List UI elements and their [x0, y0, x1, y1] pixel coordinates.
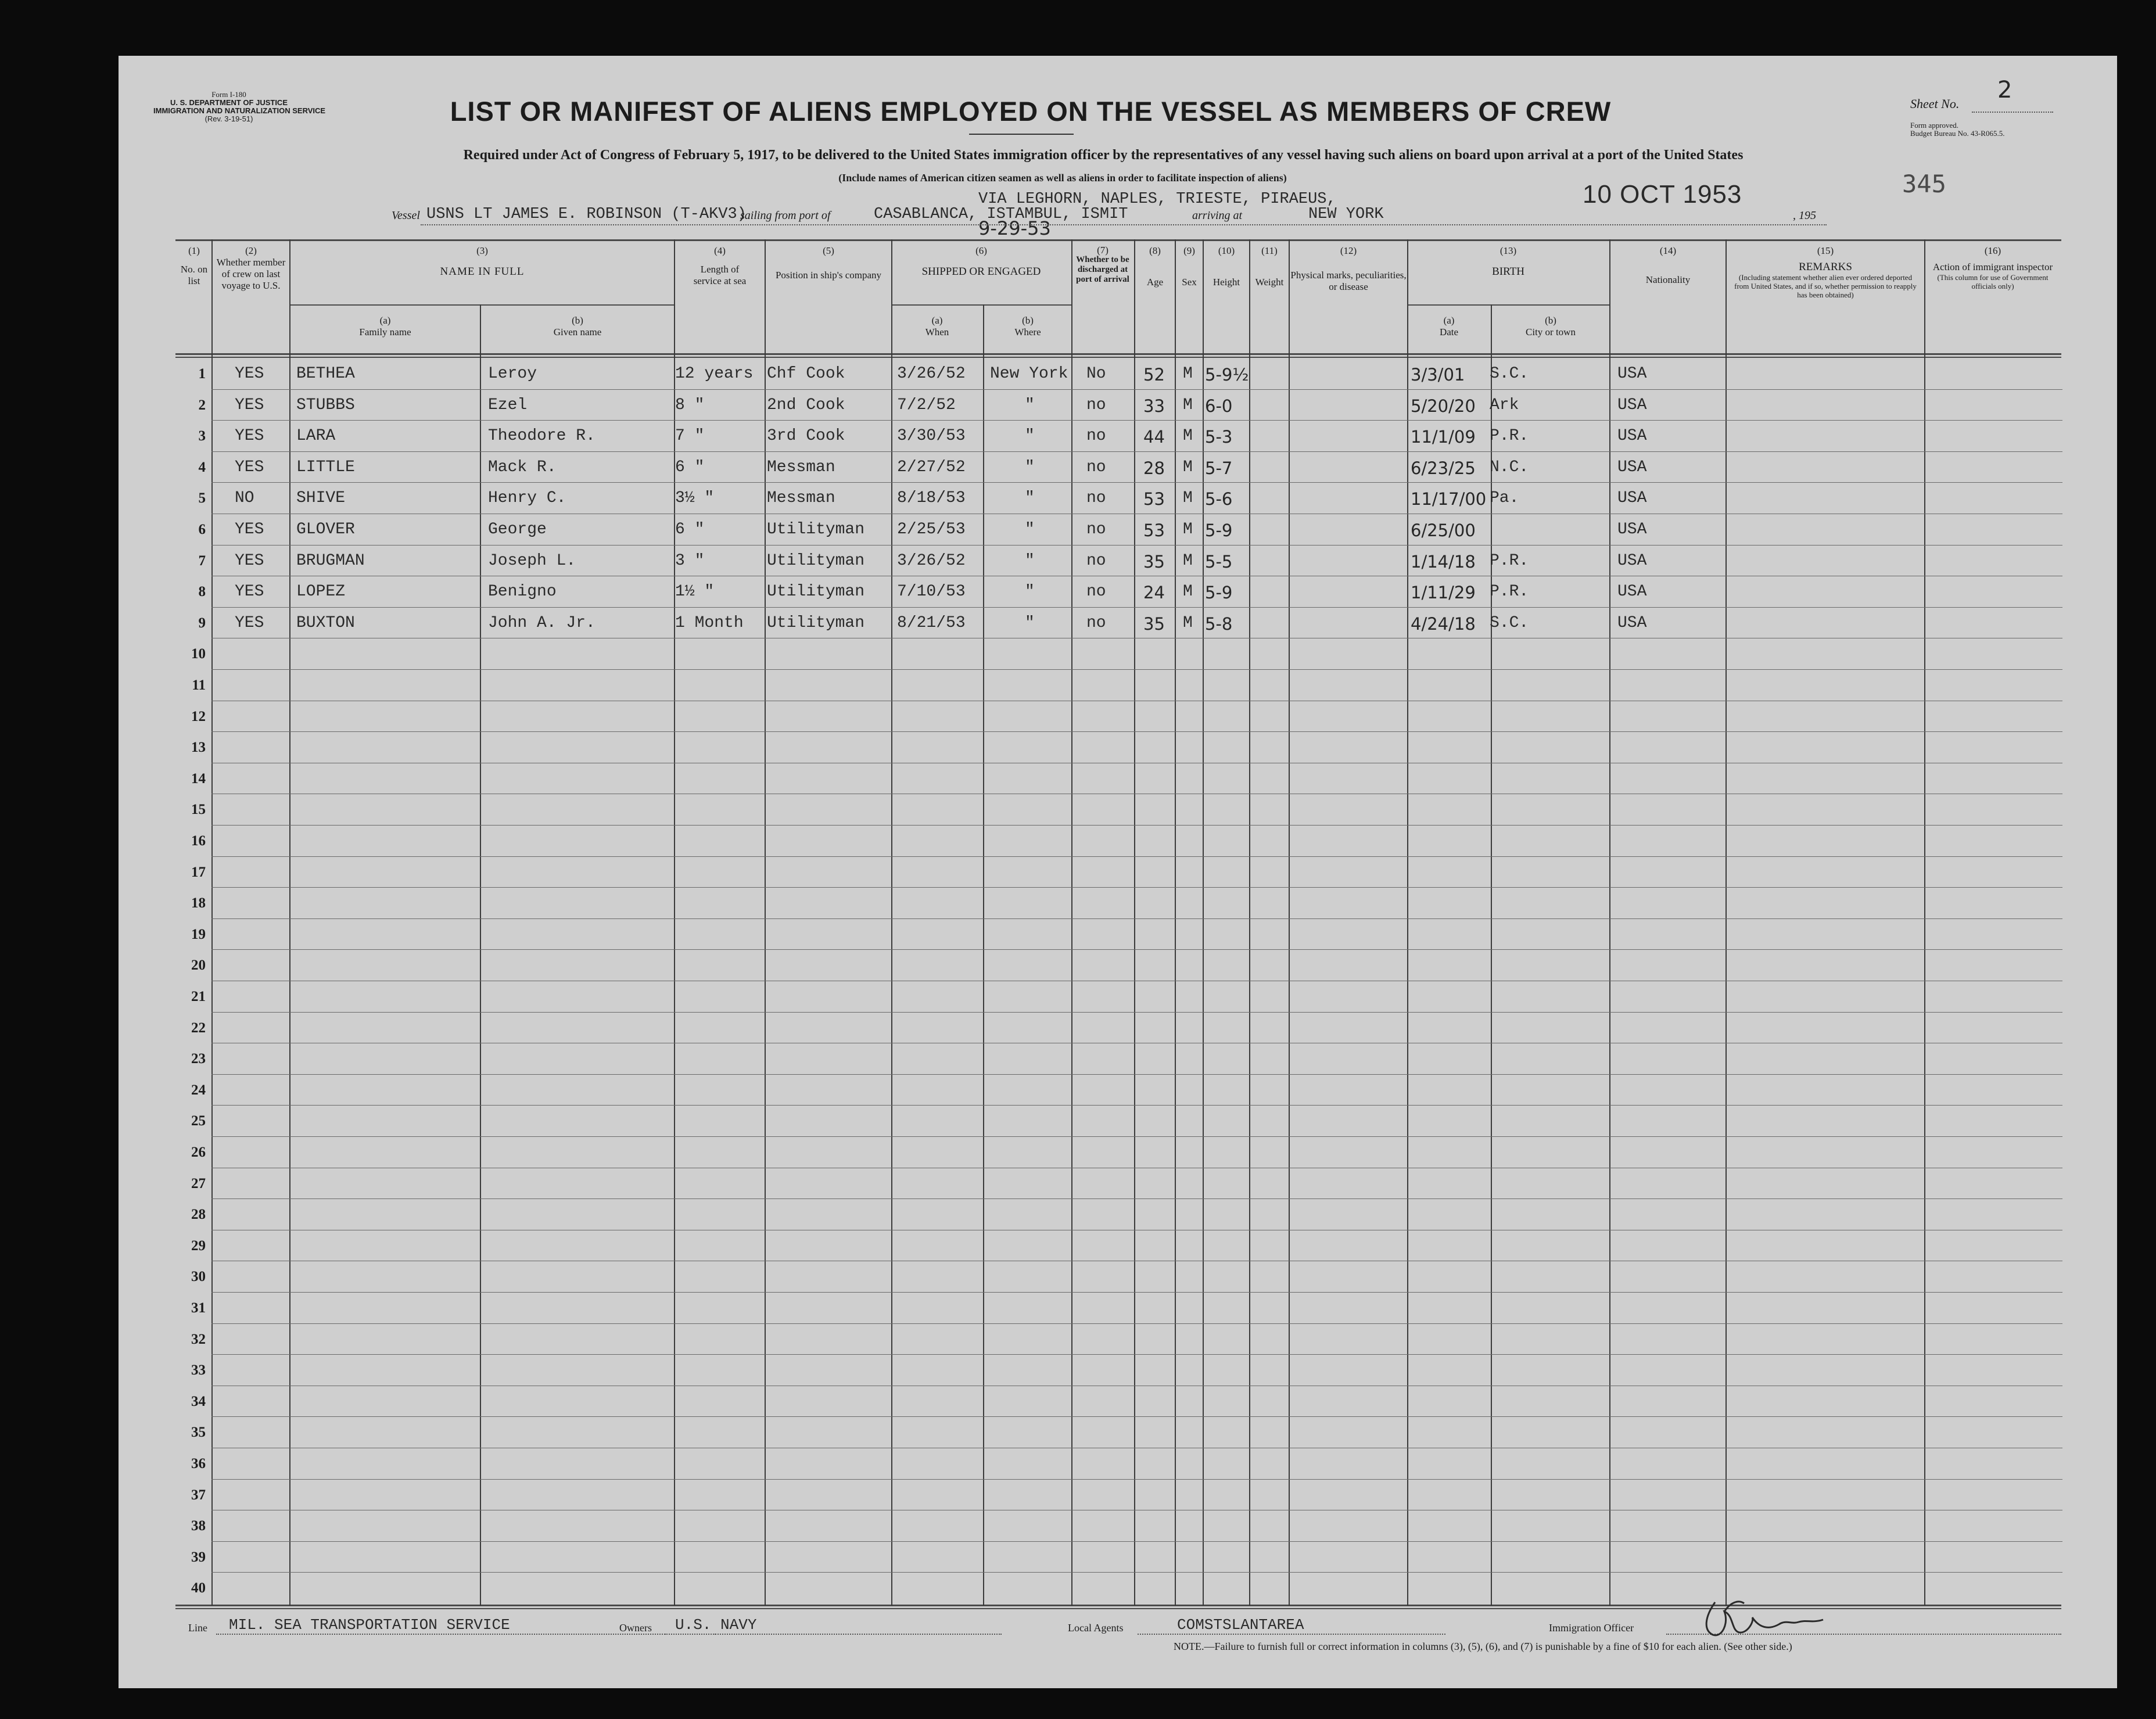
officer-signature: [1699, 1594, 1838, 1644]
row-rule: [211, 545, 2062, 546]
crew-sex: M: [1183, 614, 1193, 632]
row-number: 38: [191, 1518, 206, 1534]
crew-height: 5-9: [1205, 521, 1233, 540]
col-divider: [891, 239, 892, 1606]
crew-service-length: 6 ": [675, 521, 705, 539]
col3-header: (3) NAME IN FULL: [440, 245, 525, 278]
col7-header: (7) Whether to be discharged at port of arrival: [1076, 245, 1129, 284]
crew-position: Messman: [767, 458, 835, 476]
col1-header: (1) No. on list: [180, 245, 208, 286]
row-number: 40: [191, 1580, 206, 1596]
crew-birth-date: 11/17/00: [1411, 489, 1487, 509]
crew-height: 5-9: [1205, 583, 1233, 602]
crew-discharged: no: [1086, 614, 1106, 632]
arriving-port: NEW YORK: [1308, 206, 1384, 223]
crew-family-name: BRUGMAN: [296, 552, 365, 570]
crew-birth-place: P.R.: [1490, 427, 1529, 445]
crew-shipped-where: ": [1025, 521, 1035, 539]
crew-birth-date: 3/3/01: [1411, 365, 1465, 385]
department: U. S. DEPARTMENT OF JUSTICE: [170, 98, 288, 107]
row-rule: [211, 389, 2062, 390]
crew-position: Utilityman: [767, 614, 865, 632]
crew-age: 33: [1143, 396, 1165, 416]
col-divider: [1071, 239, 1072, 1606]
vessel-underline: [421, 224, 1827, 225]
crew-position: Chf Cook: [767, 365, 845, 383]
budget-bureau: Budget Bureau No. 43-R065.5.: [1910, 129, 2005, 138]
col8-header: (8) Age: [1146, 245, 1164, 288]
row-number: 11: [192, 677, 206, 693]
form-number: Form I-180: [211, 90, 246, 99]
crew-birth-date: 6/25/00: [1411, 521, 1476, 540]
crew-shipped-when: 3/26/52: [897, 552, 966, 570]
crew-sex: M: [1183, 458, 1193, 476]
crew-age: 53: [1143, 521, 1165, 540]
include-note: (Include names of American citizen seamen as well as aliens in order to facilitate inspection of aliens): [838, 172, 1287, 184]
row-number: 23: [191, 1051, 206, 1067]
crew-height: 5-8: [1205, 614, 1233, 634]
service: IMMIGRATION AND NATURALIZATION SERVICE: [153, 106, 326, 115]
crew-prev-voyage: YES: [235, 396, 264, 414]
row-rule: [211, 1323, 2062, 1324]
crew-given-name: Mack R.: [488, 458, 557, 476]
crew-prev-voyage: YES: [235, 458, 264, 476]
crew-shipped-where: ": [1025, 614, 1035, 632]
row-number: 32: [191, 1332, 206, 1347]
crew-service-length: 8 ": [675, 396, 705, 414]
sailing-label: sailing from port of: [740, 209, 831, 222]
crew-shipped-when: 3/30/53: [897, 427, 966, 445]
row-rule: [211, 451, 2062, 452]
row-number: 15: [191, 802, 206, 817]
file-number-stamp: 345: [1902, 170, 1946, 198]
crew-birth-place: S.C.: [1490, 614, 1529, 632]
col-divider: [289, 239, 290, 1606]
line-value: MIL. SEA TRANSPORTATION SERVICE: [229, 1616, 510, 1634]
row-rule: [211, 1198, 2062, 1199]
crew-birth-date: 1/11/29: [1411, 583, 1476, 602]
row-number: 17: [191, 864, 206, 880]
col5-header: (5) Position in ship's company: [775, 245, 882, 281]
row-number: 36: [191, 1456, 206, 1472]
crew-prev-voyage: YES: [235, 552, 264, 570]
row-rule: [211, 1572, 2062, 1573]
row-rule: [211, 918, 2062, 919]
crew-discharged: No: [1086, 365, 1106, 383]
crew-shipped-where: New York: [990, 365, 1068, 383]
officer-label: Immigration Officer: [1549, 1622, 1634, 1634]
col-divider: [1924, 239, 1925, 1606]
crew-family-name: LOPEZ: [296, 583, 346, 601]
col13-header: (13) BIRTH: [1492, 245, 1524, 278]
col9-header: (9) Sex: [1182, 245, 1197, 288]
row-number: 2: [198, 397, 206, 413]
col-divider: [1249, 239, 1250, 1606]
crew-shipped-where: ": [1025, 458, 1035, 476]
revision: (Rev. 3-19-51): [205, 114, 253, 123]
owners-label: Owners: [619, 1622, 652, 1634]
row-rule: [211, 1074, 2062, 1075]
arriving-label: arriving at: [1192, 209, 1243, 222]
row-rule: [211, 482, 2062, 483]
row-number: 4: [198, 460, 206, 475]
line-label: Line: [188, 1622, 207, 1634]
row-number: 10: [191, 646, 206, 662]
crew-given-name: George: [488, 521, 547, 539]
row-number: 18: [191, 895, 206, 911]
birth-subheader-rule: [1407, 304, 1609, 306]
crew-given-name: Henry C.: [488, 489, 566, 507]
title-rule: [969, 134, 1074, 135]
form-approved: Form approved.: [1910, 121, 1959, 130]
agents-label: Local Agents: [1068, 1622, 1124, 1634]
crew-height: 5-9½: [1205, 365, 1249, 385]
crew-service-length: 3 ": [675, 552, 705, 570]
row-number: 30: [191, 1269, 206, 1284]
row-number: 20: [191, 957, 206, 973]
form-id-block: [153, 90, 326, 123]
crew-birth-place: S.C.: [1490, 365, 1529, 383]
crew-family-name: GLOVER: [296, 521, 355, 539]
row-number: 35: [191, 1424, 206, 1440]
crew-position: Utilityman: [767, 583, 865, 601]
row-number: 1: [198, 366, 206, 382]
row-number: 39: [191, 1549, 206, 1565]
col15-header: (15) REMARKS (Including statement whether alien ever ordered deported from United States, and if so, whether permission to reapply has been obtained): [1734, 245, 1917, 299]
crew-shipped-when: 8/18/53: [897, 489, 966, 507]
crew-birth-place: Pa.: [1490, 489, 1519, 507]
page-title: LIST OR MANIFEST OF ALIENS EMPLOYED ON THE VESSEL AS MEMBERS OF CREW: [450, 96, 1612, 127]
header-bottom-rule-2: [175, 357, 2061, 358]
col-divider: [983, 304, 984, 1606]
col-divider: [480, 304, 481, 1606]
row-rule: [211, 856, 2062, 857]
sailing-port: CASABLANCA, ISTAMBUL, ISMIT: [874, 206, 1128, 223]
crew-service-length: 12 years: [675, 365, 754, 383]
crew-sex: M: [1183, 552, 1193, 570]
crew-shipped-where: ": [1025, 552, 1035, 570]
crew-shipped-when: 2/25/53: [897, 521, 966, 539]
crew-discharged: no: [1086, 427, 1106, 445]
agents-underline: [1138, 1634, 1445, 1635]
vessel-label: Vessel: [392, 209, 420, 222]
crew-service-length: 3½ ": [675, 489, 715, 507]
crew-nationality: USA: [1617, 458, 1647, 476]
owners-underline: [665, 1634, 1002, 1635]
col4-header: (4) Length of service at sea: [693, 245, 747, 286]
crew-birth-date: 6/23/25: [1411, 458, 1476, 478]
crew-given-name: Benigno: [488, 583, 557, 601]
row-rule: [211, 607, 2062, 608]
row-number: 25: [191, 1113, 206, 1129]
row-rule: [211, 887, 2062, 888]
col6b-header: (b) Where: [1014, 315, 1041, 338]
crew-sex: M: [1183, 521, 1193, 539]
crew-birth-date: 5/20/20: [1411, 396, 1476, 416]
row-number: 22: [191, 1020, 206, 1036]
crew-nationality: USA: [1617, 583, 1647, 601]
crew-nationality: USA: [1617, 489, 1647, 507]
row-number: 6: [198, 522, 206, 537]
row-rule: [211, 669, 2062, 670]
name-subheader-rule: [290, 304, 674, 306]
crew-age: 52: [1143, 365, 1165, 385]
row-rule: [211, 1012, 2062, 1013]
col-divider: [211, 239, 213, 1606]
row-number: 24: [191, 1082, 206, 1098]
agents-value: COMSTSLANTAREA: [1177, 1616, 1304, 1634]
crew-shipped-when: 8/21/53: [897, 614, 966, 632]
row-number: 13: [191, 740, 206, 755]
crew-birth-place: Ark: [1490, 396, 1519, 414]
col-divider: [1725, 239, 1727, 1606]
row-rule: [211, 1541, 2062, 1542]
crew-discharged: no: [1086, 396, 1106, 414]
crew-birth-date: 4/24/18: [1411, 614, 1476, 634]
crew-service-length: 1½ ": [675, 583, 715, 601]
crew-discharged: no: [1086, 521, 1106, 539]
col10-header: (10) Height: [1212, 245, 1240, 288]
crew-age: 28: [1143, 458, 1165, 478]
crew-service-length: 7 ": [675, 427, 705, 445]
row-number: 9: [198, 615, 206, 631]
crew-nationality: USA: [1617, 614, 1647, 632]
crew-prev-voyage: YES: [235, 427, 264, 445]
col14-header: (14) Nationality: [1645, 245, 1691, 285]
crew-sex: M: [1183, 583, 1193, 601]
row-number: 28: [191, 1207, 206, 1222]
crew-prev-voyage: YES: [235, 521, 264, 539]
row-rule: [211, 1105, 2062, 1106]
crew-shipped-when: 2/27/52: [897, 458, 966, 476]
year-suffix: , 195: [1793, 209, 1816, 222]
crew-height: 5-3: [1205, 427, 1233, 447]
row-rule: [211, 825, 2062, 826]
owners-value: U.S. NAVY: [675, 1616, 757, 1634]
crew-given-name: Joseph L.: [488, 552, 576, 570]
crew-position: 2nd Cook: [767, 396, 845, 414]
row-rule: [211, 420, 2062, 421]
crew-position: Utilityman: [767, 552, 865, 570]
crew-family-name: BUXTON: [296, 614, 355, 632]
row-number: 26: [191, 1144, 206, 1160]
row-number: 31: [191, 1300, 206, 1316]
col16-header: (16) Action of immigrant inspector (This column for use of Government officials only): [1932, 245, 2053, 290]
col-divider: [765, 239, 766, 1606]
crew-shipped-where: ": [1025, 583, 1035, 601]
row-number: 5: [198, 490, 206, 506]
crew-shipped-where: ": [1025, 396, 1035, 414]
crew-shipped-where: ": [1025, 427, 1035, 445]
col6-header: (6) SHIPPED OR ENGAGED: [921, 245, 1041, 278]
crew-given-name: John A. Jr.: [488, 614, 595, 632]
crew-discharged: no: [1086, 583, 1106, 601]
crew-age: 24: [1143, 583, 1165, 602]
crew-prev-voyage: YES: [235, 614, 264, 632]
crew-shipped-when: 3/26/52: [897, 365, 966, 383]
received-date-stamp: 10 OCT 1953: [1583, 180, 1742, 209]
crew-discharged: no: [1086, 552, 1106, 570]
crew-sex: M: [1183, 365, 1193, 383]
col13b-header: (b) City or town: [1526, 315, 1576, 338]
crew-given-name: Theodore R.: [488, 427, 595, 445]
crew-age: 35: [1143, 552, 1165, 572]
header-bottom-rule: [175, 353, 2061, 355]
crew-family-name: BETHEA: [296, 365, 355, 383]
row-number: 21: [191, 989, 206, 1004]
crew-birth-place: P.R.: [1490, 552, 1529, 570]
crew-position: Messman: [767, 489, 835, 507]
col-divider: [1203, 239, 1204, 1606]
crew-age: 53: [1143, 489, 1165, 509]
col-divider: [1289, 239, 1290, 1606]
subtitle: Required under Act of Congress of February 5, 1917, to be delivered to the United States immigration officer by the representatives of any vessel having such aliens on board upon arrival at a port of the United States: [463, 148, 1744, 163]
crew-birth-place: P.R.: [1490, 583, 1529, 601]
crew-age: 35: [1143, 614, 1165, 634]
crew-prev-voyage: YES: [235, 365, 264, 383]
vessel-name: USNS LT JAMES E. ROBINSON (T-AKV3): [426, 206, 747, 223]
crew-position: 3rd Cook: [767, 427, 845, 445]
crew-family-name: SHIVE: [296, 489, 346, 507]
crew-height: 5-7: [1205, 458, 1233, 478]
row-number: 14: [191, 771, 206, 787]
crew-age: 44: [1143, 427, 1165, 447]
table-top-rule: [175, 239, 2061, 241]
crew-discharged: no: [1086, 489, 1106, 507]
row-number: 33: [191, 1362, 206, 1378]
col3a-header: (a) Family name: [359, 315, 411, 338]
manifest-sheet: [119, 56, 2117, 1688]
sheet-number-label: Sheet No.: [1910, 96, 1960, 111]
row-rule: [211, 731, 2062, 732]
crew-sex: M: [1183, 489, 1193, 507]
row-number: 29: [191, 1238, 206, 1254]
crew-height: 5-6: [1205, 489, 1233, 509]
col2-header: (2) Whether member of crew on last voyage to U.S.: [216, 245, 286, 291]
crew-family-name: STUBBS: [296, 396, 355, 414]
crew-height: 6-0: [1205, 396, 1233, 416]
row-number: 27: [191, 1176, 206, 1192]
crew-shipped-when: 7/2/52: [897, 396, 956, 414]
crew-nationality: USA: [1617, 365, 1647, 383]
crew-family-name: LITTLE: [296, 458, 355, 476]
row-number: 3: [198, 428, 206, 444]
crew-nationality: USA: [1617, 427, 1647, 445]
row-number: 16: [191, 833, 206, 849]
crew-prev-voyage: NO: [235, 489, 254, 507]
row-number: 12: [191, 709, 206, 724]
crew-nationality: USA: [1617, 396, 1647, 414]
crew-service-length: 1 Month: [675, 614, 744, 632]
crew-height: 5-5: [1205, 552, 1233, 572]
row-rule: [211, 949, 2062, 950]
crew-nationality: USA: [1617, 521, 1647, 539]
crew-sex: M: [1183, 427, 1193, 445]
crew-birth-date: 11/1/09: [1411, 427, 1476, 447]
row-rule: [211, 1416, 2062, 1417]
crew-family-name: LARA: [296, 427, 336, 445]
col-divider: [1407, 239, 1408, 1606]
col-divider: [1175, 239, 1176, 1606]
col13a-header: (a) Date: [1439, 315, 1459, 338]
crew-shipped-when: 7/10/53: [897, 583, 966, 601]
row-rule: [211, 1136, 2062, 1137]
row-number: 19: [191, 927, 206, 942]
crew-shipped-where: ": [1025, 489, 1035, 507]
crew-birth-date: 1/14/18: [1411, 552, 1476, 572]
row-number: 7: [198, 553, 206, 569]
crew-sex: M: [1183, 396, 1193, 414]
via-ports: VIA LEGHORN, NAPLES, TRIESTE, PIRAEUS,: [978, 191, 1336, 208]
row-rule: [211, 1479, 2062, 1480]
sheet-number: 2: [1997, 77, 2012, 103]
crew-prev-voyage: YES: [235, 583, 264, 601]
row-number: 8: [198, 584, 206, 600]
crew-given-name: Leroy: [488, 365, 537, 383]
col11-header: (11) Weight: [1255, 245, 1284, 288]
col-divider: [1134, 239, 1135, 1606]
footer-note: NOTE.—Failure to furnish full or correct information in columns (3), (5), (6), and (7) is punishable by a fine of $10 for each alien. (See other side.): [1174, 1641, 1792, 1652]
row-number: 37: [191, 1487, 206, 1503]
col6a-header: (a) When: [925, 315, 949, 338]
crew-birth-place: N.C.: [1490, 458, 1529, 476]
sheet-number-rule: [1972, 112, 2053, 113]
crew-service-length: 6 ": [675, 458, 705, 476]
col-divider: [1609, 239, 1610, 1606]
row-rule: [211, 1292, 2062, 1293]
crew-discharged: no: [1086, 458, 1106, 476]
crew-nationality: USA: [1617, 552, 1647, 570]
crew-position: Utilityman: [767, 521, 865, 539]
sailing-date-handwritten: 9-29-53: [978, 217, 1051, 239]
row-number: 34: [191, 1394, 206, 1409]
col3b-header: (b) Given name: [553, 315, 602, 338]
shipped-subheader-rule: [891, 304, 1071, 306]
col12-header: (12) Physical marks, peculiarities, or disease: [1290, 245, 1407, 292]
row-rule: [211, 1354, 2062, 1355]
crew-given-name: Ezel: [488, 396, 528, 414]
